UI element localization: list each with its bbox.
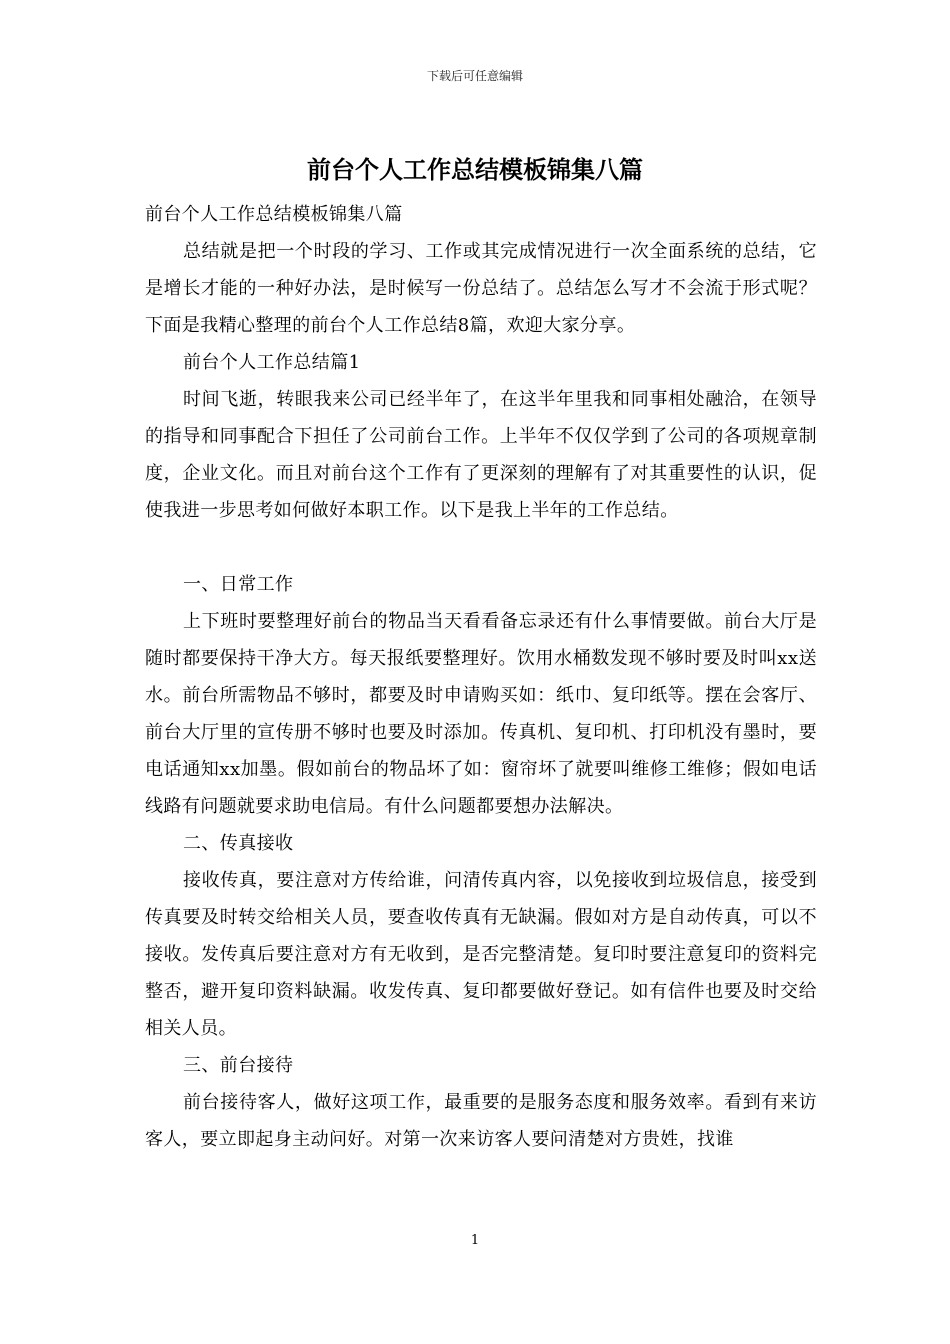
body-paragraph: 三、前台接待 — [183, 1055, 294, 1076]
document-title: 前台个人工作总结模板锦集八篇 — [307, 155, 643, 184]
body-paragraph: 二、传真接收 — [183, 833, 294, 854]
body-paragraph: 时间飞逝，转眼我来公司已经半年了，在这半年里我和同事相处融洽，在领导的指导和同事配合下担任了公司前台工作。上半年不仅仅学到了公司的各项规章制度，企业文化。而且对前台这个工作有了更深刻的理解有了对其重要性的认识，促使我进一步思考如何做好本职工作。以下是我上半年的工作总结。 — [145, 389, 817, 521]
body-paragraph: 一、日常工作 — [183, 574, 294, 595]
blank-line — [145, 529, 817, 566]
page-header-note: 下载后可任意编辑 — [426, 69, 523, 83]
page-number: 1 — [470, 1233, 480, 1248]
body-paragraph: 上下班时要整理好前台的物品当天看看备忘录还有什么事情要做。前台大厅是随时都要保持干净大方。每天报纸要整理好。饮用水桶数发现不够时要及时叫xx送水。前台所需物品不够时，都要及时申请购买如：纸巾、复印纸等。摆在会客厅、前台大厅里的宣传册不够时也要及时添加。传真机、复印机、打印机没有墨时，要电话通知xx加墨。假如前台的物品坏了如：窗帘坏了就要叫维修工维修；假如电话线路有问题就要求助电信局。有什么问题都要想办法解决。 — [145, 611, 817, 817]
document-body — [145, 196, 817, 1158]
body-paragraph: 接收传真，要注意对方传给谁，问清传真内容，以免接收到垃圾信息，接受到传真要及时转交给相关人员，要查收传真有无缺漏。假如对方是自动传真，可以不接收。发传真后要注意对方有无收到，是否完整清楚。复印时要注意复印的资料完整否，避开复印资料缺漏。收发传真、复印都要做好登记。如有信件也要及时交给相关人员。 — [145, 870, 817, 1039]
body-paragraph: 前台个人工作总结篇1 — [183, 352, 361, 373]
body-paragraph: 前台个人工作总结模板锦集八篇 — [145, 204, 403, 225]
body-paragraph: 总结就是把一个时段的学习、工作或其完成情况进行一次全面系统的总结，它是增长才能的一种好办法，是时候写一份总结了。总结怎么写才不会流于形式呢？下面是我精心整理的前台个人工作总结8篇，欢迎大家分享。 — [145, 241, 817, 336]
body-paragraph: 前台接待客人，做好这项工作，最重要的是服务态度和服务效率。看到有来访客人，要立即起身主动问好。对第一次来访客人要问清楚对方贵姓，找谁 — [145, 1092, 817, 1150]
